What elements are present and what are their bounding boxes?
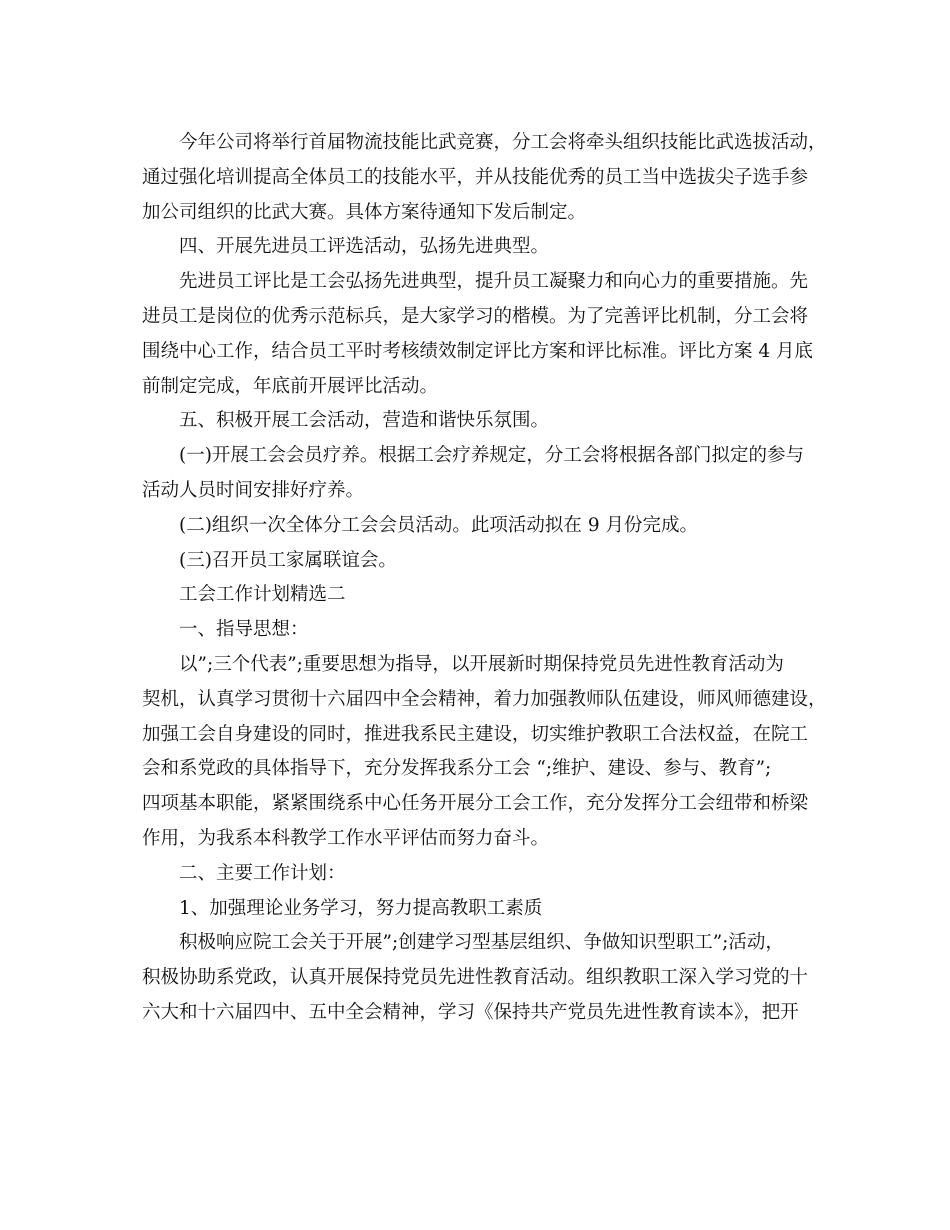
text-line: 六大和十六届四中、五中全会精神，学习《保持共产党员先进性教育读本》，把开 (142, 1001, 799, 1023)
text-line: 契机，认真学习贯彻十六届四中全会精神，着力加强教师队伍建设，师风师德建设， (142, 688, 827, 710)
text-line: 五、积极开展工会活动，营造和谐快乐氛围。 (179, 410, 550, 432)
text-line: 一、指导思想： (179, 619, 309, 641)
text-line: 二、主要工作计划： (179, 862, 346, 884)
text-line: 1、加强理论业务学习，努力提高教职工素质 (179, 897, 543, 919)
text-line: 积极响应院工会关于开展”;创建学习型基层组织、争做知识型职工”;活动， (179, 932, 784, 954)
text-line: 活动人员时间安排好疗养。 (142, 479, 365, 501)
text-line: 加强工会自身建设的同时，推进我系民主建设，切实维护教职工合法权益，在院工 (142, 723, 809, 745)
text-line: 工会工作计划精选二 (179, 584, 346, 606)
text-line: 围绕中心工作，结合员工平时考核绩效制定评比方案和评比标准。评比方案 4 月底 (142, 340, 814, 362)
text-line: 加公司组织的比武大赛。具体方案待通知下发后制定。 (142, 201, 587, 223)
text-line: 会和系党政的具体指导下，充分发挥我系分工会 “;维护、建设、参与、教育”; (142, 758, 772, 780)
text-line: 通过强化培训提高全体员工的技能水平，并从技能优秀的员工当中选拔尖子选手参 (142, 166, 809, 188)
text-line: (三)召开员工家属联谊会。 (179, 549, 397, 571)
text-line: (二)组织一次全体分工会会员活动。此项活动拟在 9 月份完成。 (179, 514, 698, 536)
text-line: 四项基本职能，紧紧围绕系中心任务开展分工会工作，充分发挥分工会纽带和桥梁 (142, 793, 809, 815)
text-line: 积极协助系党政，认真开展保持党员先进性教育活动。组织教职工深入学习党的十 (142, 967, 809, 989)
text-line: 四、开展先进员工评选活动，弘扬先进典型。 (179, 236, 550, 258)
text-line: 前制定完成，年底前开展评比活动。 (142, 375, 439, 397)
text-line: 作用，为我系本科教学工作水平评估而努力奋斗。 (142, 827, 550, 849)
text-line: (一)开展工会会员疗养。根据工会疗养规定，分工会将根据各部门拟定的参与 (179, 445, 804, 467)
text-line: 先进员工评比是工会弘扬先进典型，提升员工凝聚力和向心力的重要措施。先 (179, 271, 809, 293)
text-line: 进员工是岗位的优秀示范标兵，是大家学习的楷模。为了完善评比机制，分工会将 (142, 305, 809, 327)
document-body (142, 126, 827, 1031)
text-line: 今年公司将举行首届物流技能比武竞赛，分工会将牵头组织技能比武选拔活动， (179, 132, 827, 153)
text-line: 以”;三个代表”;重要思想为指导，以开展新时期保持党员先进性教育活动为 (179, 653, 784, 675)
